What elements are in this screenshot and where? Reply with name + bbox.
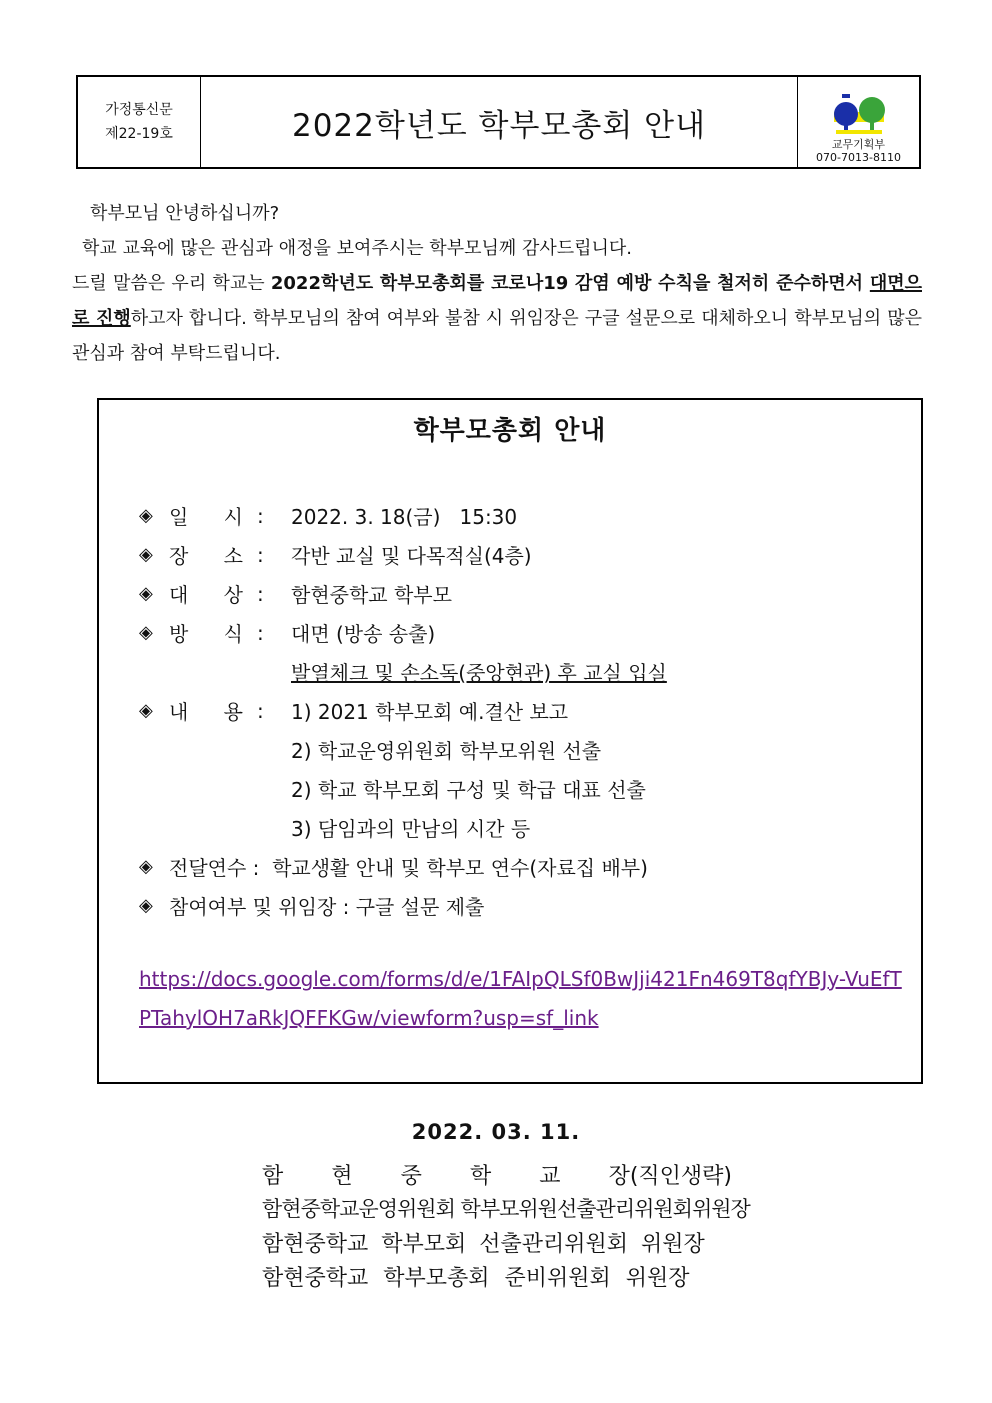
item-training bbox=[139, 847, 919, 886]
item-value: 1) 2021 학부모회 예.결산 보고 bbox=[291, 700, 569, 724]
item-label: 장 소 bbox=[169, 544, 243, 568]
item-label: 일 시 bbox=[169, 505, 243, 529]
diamond-bullet-icon: ◈ bbox=[139, 700, 153, 721]
proxy-text: 참여여부 및 위임장 : 구글 설문 제출 bbox=[169, 895, 485, 919]
school-logo-icon bbox=[828, 90, 890, 136]
dept-name: 교무기획부 bbox=[831, 138, 886, 151]
survey-link-line2[interactable]: PTahylOH7aRkJQFFKGw/viewform?usp=sf_link bbox=[139, 1006, 599, 1030]
method-extra-text: 발열체크 및 손소독(중앙현관) 후 교실 입실 bbox=[291, 661, 667, 685]
diamond-bullet-icon: ◈ bbox=[139, 895, 153, 916]
assembly-prep-chair-signature: 함현중학교 학부모총회 준비위원회 위원장 bbox=[262, 1265, 690, 1291]
item-datetime bbox=[139, 496, 919, 535]
pta-election-chair-signature: 함현중학교 학부모회 선출관리위원회 위원장 bbox=[262, 1231, 705, 1257]
item-proxy bbox=[139, 886, 919, 925]
training-text: 전달연수 : 학교생활 안내 및 학부모 연수(자료집 배부) bbox=[169, 856, 648, 880]
dept-cell bbox=[797, 77, 919, 167]
page-title: 2022학년도 학부모총회 안내 bbox=[291, 107, 707, 144]
committee-chair-signature: 함현중학교운영위원회 학부모위원선출관리위원회위원장 bbox=[262, 1197, 750, 1221]
item-colon: : bbox=[257, 620, 264, 645]
item-colon: : bbox=[257, 503, 264, 528]
item-label: 방 식 bbox=[169, 622, 243, 646]
item-colon: : bbox=[257, 581, 264, 606]
issue-date: 2022. 03. 11. bbox=[411, 1120, 581, 1144]
item-label: 내 용 bbox=[169, 700, 243, 724]
item-value: 함현중학교 학부모 bbox=[291, 583, 452, 607]
greeting: 학부모님 안녕하십니까? bbox=[90, 203, 280, 224]
dept-phone: 070-7013-8110 bbox=[816, 151, 901, 164]
notice-category: 가정통신문 bbox=[105, 102, 173, 118]
thanks-line: 학교 교육에 많은 관심과 애정을 보여주시는 학부모님께 감사드립니다. bbox=[82, 238, 633, 259]
intro-text bbox=[72, 196, 922, 371]
diamond-bullet-icon: ◈ bbox=[139, 544, 153, 565]
item-value: 2022. 3. 18(금) 15:30 bbox=[291, 505, 518, 529]
diamond-bullet-icon: ◈ bbox=[139, 622, 153, 643]
item-label: 대 상 bbox=[169, 583, 243, 607]
intro-bold: 2022학년도 학부모총회를 코로나19 감염 예방 수칙을 철저히 준수하면서 bbox=[270, 273, 870, 294]
item-method bbox=[139, 613, 919, 652]
item-colon: : bbox=[257, 698, 264, 723]
diamond-bullet-icon: ◈ bbox=[139, 856, 153, 877]
intro-prefix: 드릴 말씀은 우리 학교는 bbox=[72, 273, 271, 294]
item-colon: : bbox=[257, 542, 264, 567]
content-extra-2: 2) 학교 학부모회 구성 및 학급 대표 선출 bbox=[291, 778, 646, 802]
signatures bbox=[262, 1157, 750, 1293]
item-content bbox=[139, 691, 919, 730]
box-title: 학부모총회 안내 bbox=[413, 416, 607, 446]
diamond-bullet-icon: ◈ bbox=[139, 505, 153, 526]
notice-id-cell bbox=[78, 77, 201, 167]
content-extra-1: 2) 학교운영위원회 학부모위원 선출 bbox=[291, 739, 602, 763]
item-method-extra bbox=[139, 652, 919, 691]
intro-paragraph bbox=[72, 266, 922, 371]
item-place bbox=[139, 535, 919, 574]
content-extra-3: 3) 담임과의 만남의 시간 등 bbox=[291, 817, 531, 841]
item-value: 각반 교실 및 다목적실(4층) bbox=[291, 544, 532, 568]
notice-number: 제22-19호 bbox=[105, 126, 173, 142]
item-value: 대면 (방송 송출) bbox=[291, 622, 436, 646]
item-target bbox=[139, 574, 919, 613]
principal-signature: 함 현 중 학 교 장(직인생략) bbox=[262, 1163, 732, 1189]
intro-bold-underline: 대면으로 진행 bbox=[72, 273, 922, 329]
survey-link[interactable] bbox=[139, 960, 919, 1038]
diamond-bullet-icon: ◈ bbox=[139, 583, 153, 604]
survey-link-line1[interactable]: https://docs.google.com/forms/d/e/1FAIpQLSf0BwJji421Fn469T8qfYBJy-VuEfT bbox=[139, 967, 902, 991]
intro-suffix: 하고자 합니다. 학부모님의 참여 여부와 불참 시 위임장은 구글 설문으로 대체하오니 학부모님의 많은 관심과 참여 부탁드립니다. bbox=[72, 308, 922, 364]
notice-header bbox=[76, 75, 921, 169]
info-items bbox=[139, 496, 919, 925]
info-box bbox=[97, 398, 923, 1084]
